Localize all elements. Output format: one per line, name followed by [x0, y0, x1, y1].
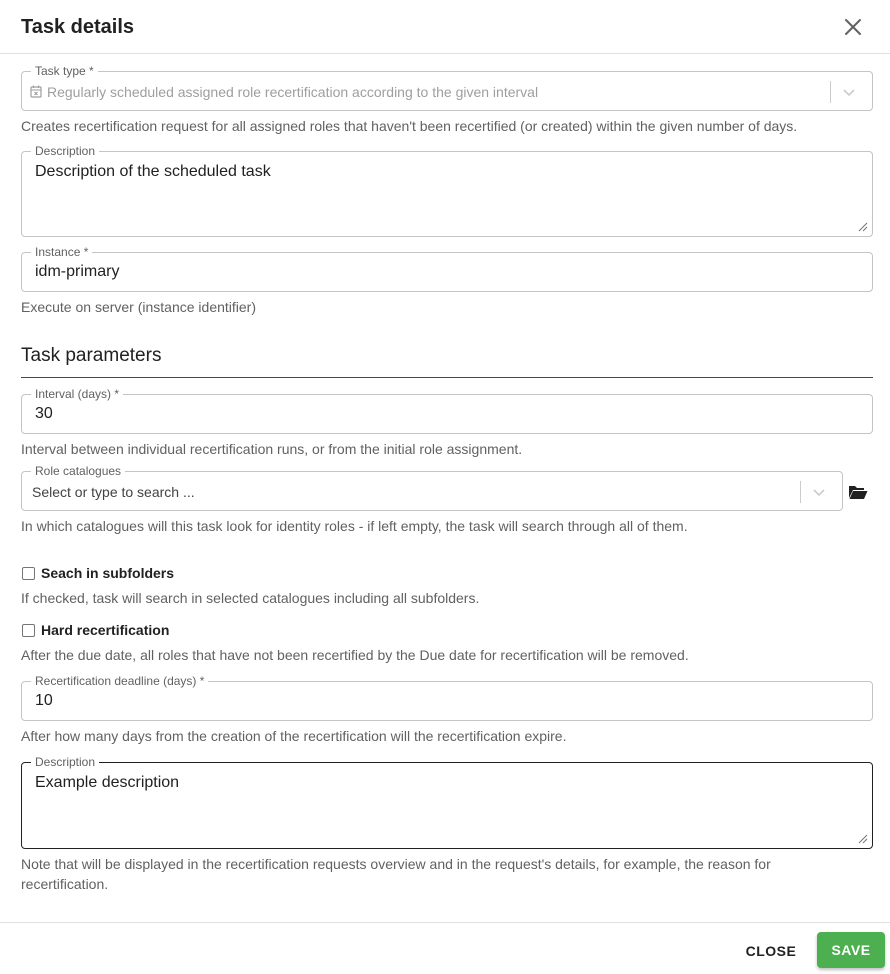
close-icon[interactable]: [841, 15, 865, 39]
deadline-value: 10: [35, 692, 53, 709]
search-subfolders-label[interactable]: Seach in subfolders: [41, 565, 175, 581]
dialog-footer: [0, 922, 890, 974]
hard-recertification-checkbox[interactable]: [22, 624, 35, 637]
role-catalogues-helper: In which catalogues will this task look for identity roles - if left empty, the task will search through all of them.: [21, 518, 688, 534]
close-button[interactable]: CLOSE: [745, 943, 797, 959]
description-textarea[interactable]: [21, 144, 873, 237]
task-parameters-title: Task parameters: [21, 345, 162, 366]
search-subfolders-checkbox[interactable]: [22, 567, 35, 580]
task-type-value: Regularly scheduled assigned role recertification according to the given interval: [47, 84, 539, 100]
hard-recertification-label[interactable]: Hard recertification: [41, 622, 170, 638]
note-helper: Note that will be displayed in the recertification requests overview and in the request's details, for example, the reason for recertification.: [21, 856, 771, 892]
folder-open-icon[interactable]: [848, 484, 868, 500]
interval-label: Interval (days) *: [31, 387, 123, 401]
note-textarea[interactable]: [21, 755, 873, 849]
deadline-helper: After how many days from the creation of the recertification will the recertification expire.: [21, 728, 567, 744]
description-value: Description of the scheduled task: [35, 163, 271, 180]
task-type-select[interactable]: [21, 64, 873, 111]
task-type-helper: Creates recertification request for all assigned roles that haven't been recertified (or created) within the given number of days.: [21, 118, 798, 134]
instance-input[interactable]: [21, 245, 873, 292]
role-catalogues-select[interactable]: [21, 464, 843, 511]
select-separator: [830, 81, 831, 103]
interval-input[interactable]: [21, 387, 873, 434]
resize-handle-icon[interactable]: [857, 833, 868, 844]
role-catalogues-label: Role catalogues: [31, 464, 125, 478]
select-separator: [800, 481, 801, 503]
note-label: Description: [31, 755, 99, 769]
instance-value: idm-primary: [35, 263, 120, 280]
deadline-label: Recertification deadline (days) *: [31, 674, 208, 688]
interval-helper: Interval between individual recertification runs, or from the initial role assignment.: [21, 441, 523, 457]
dialog-header: [0, 0, 890, 54]
chevron-down-icon[interactable]: [840, 83, 858, 101]
deadline-input[interactable]: [21, 674, 873, 721]
note-value: Example description: [35, 774, 180, 791]
dialog-body: [0, 55, 890, 921]
instance-label: Instance *: [31, 245, 92, 259]
description-label: Description: [31, 144, 99, 158]
chevron-down-icon[interactable]: [810, 483, 828, 501]
save-button[interactable]: SAVE: [817, 932, 885, 968]
calendar-x-icon: [30, 85, 42, 98]
section-divider: [21, 377, 873, 378]
hard-recertification-helper: After the due date, all roles that have not been recertified by the Due date for recertification will be removed.: [21, 647, 689, 663]
search-subfolders-helper: If checked, task will search in selected catalogues including all subfolders.: [21, 590, 480, 606]
task-type-label: Task type *: [31, 64, 98, 78]
resize-handle-icon[interactable]: [857, 221, 868, 232]
instance-helper: Execute on server (instance identifier): [21, 299, 256, 315]
dialog-title: Task details: [21, 16, 135, 38]
role-catalogues-placeholder[interactable]: Select or type to search ...: [32, 484, 195, 500]
interval-value: 30: [35, 405, 53, 422]
